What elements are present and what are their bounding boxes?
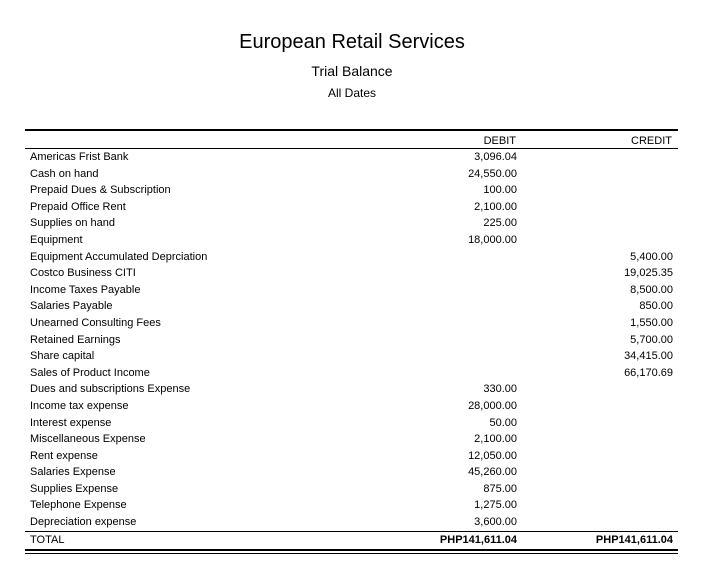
account-name: Retained Earnings [30,333,121,346]
table-row [25,232,678,249]
table-row [25,182,678,199]
table-row [25,365,678,382]
account-name: Depreciation expense [30,516,137,529]
account-name: Equipment [30,233,83,246]
account-name: Americas Frist Bank [30,151,129,163]
account-name: Interest expense [30,416,112,429]
table-row [25,298,678,315]
account-name: Costco Business CITI [30,267,136,280]
account-name: Sales of Product Income [30,366,150,379]
account-name: Supplies on hand [30,217,116,230]
account-name: Telephone Expense [30,499,127,512]
credit-amount: 19,025.35 [624,267,673,280]
table-row [25,215,678,232]
debit-amount: 100.00 [483,184,517,197]
credit-column-header: CREDIT [631,135,672,147]
account-name: Share capital [30,350,95,363]
account-name: Prepaid Dues & Subscription [30,184,171,197]
table-row [25,265,678,282]
debit-amount: 2,100.00 [474,200,517,213]
column-header-row [25,131,678,148]
account-name: Supplies Expense [30,482,119,495]
table-row [25,249,678,266]
table-row [25,481,678,498]
account-name: Salaries Payable [30,300,113,313]
company-name: European Retail Services [239,31,465,53]
table-row [25,381,678,398]
table-row [25,464,678,481]
account-name: Rent expense [30,449,98,462]
table-row [25,166,678,183]
table-row [25,332,678,349]
credit-amount: 8,500.00 [630,283,673,296]
total-credit: PHP141,611.04 [595,533,673,546]
debit-amount: 12,050.00 [468,449,517,462]
table-row [25,431,678,448]
debit-amount: 875.00 [483,482,517,495]
report-date-range: All Dates [327,86,377,100]
debit-amount: 3,096.04 [474,151,517,163]
table-row [25,315,678,332]
credit-amount: 66,170.69 [624,366,673,379]
table-row [25,282,678,299]
credit-amount: 5,700.00 [630,333,673,346]
account-name: Dues and subscriptions Expense [30,383,191,396]
total-debit: PHP141,611.04 [439,533,517,546]
debit-amount: 18,000.00 [468,233,517,246]
total-row [25,532,678,548]
trial-balance-table [25,129,678,554]
credit-amount: 5,400.00 [630,250,673,263]
account-name: Income tax expense [30,399,129,412]
account-name: Income Taxes Payable [30,283,141,296]
debit-amount: 50.00 [489,416,517,429]
report-title: Trial Balance [311,63,393,79]
debit-amount: 3,600.00 [474,516,517,529]
debit-amount: 24,550.00 [468,167,517,180]
credit-amount: 850.00 [639,300,673,313]
debit-amount: 225.00 [483,217,517,230]
total-label: TOTAL [30,533,65,546]
debit-column-header: DEBIT [483,135,516,147]
debit-amount: 28,000.00 [468,399,517,412]
credit-amount: 34,415.00 [624,350,673,363]
table-row [25,448,678,465]
table-row [25,149,678,166]
total-double-rule [25,549,678,554]
debit-amount: 2,100.00 [474,433,517,446]
account-name: Equipment Accumulated Deprciation [30,250,208,263]
debit-amount: 45,260.00 [468,466,517,479]
debit-amount: 330.00 [483,383,517,396]
account-name: Miscellaneous Expense [30,433,146,446]
table-row [25,415,678,432]
table-row [25,514,678,531]
account-name: Salaries Expense [30,466,116,479]
debit-amount: 1,275.00 [474,499,517,512]
account-name: Unearned Consulting Fees [30,316,161,329]
table-row [25,497,678,514]
table-row [25,348,678,365]
account-name: Cash on hand [30,167,99,180]
table-row [25,398,678,415]
table-row [25,199,678,216]
account-rows [25,149,678,531]
credit-amount: 1,550.00 [630,316,673,329]
account-name: Prepaid Office Rent [30,200,126,213]
